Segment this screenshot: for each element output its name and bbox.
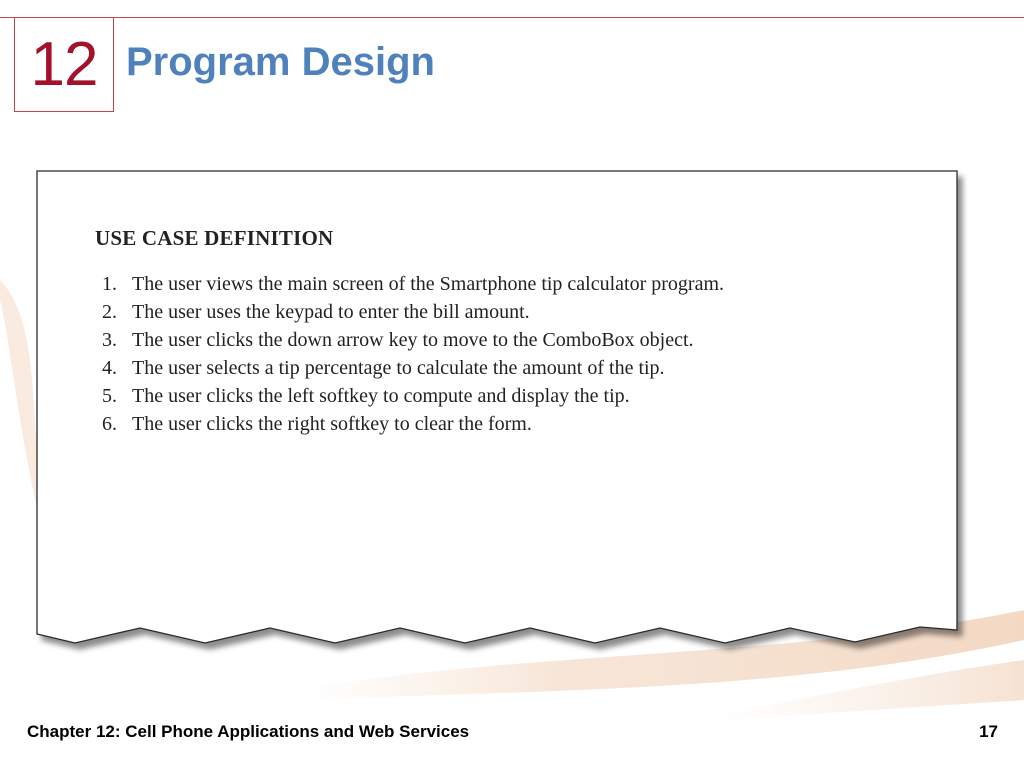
chapter-number: 12 xyxy=(30,29,98,99)
step-number: 1. xyxy=(102,273,117,295)
step-number: 2. xyxy=(102,301,117,323)
list-item xyxy=(95,298,935,326)
slide-title: Program Design xyxy=(126,40,435,84)
list-item xyxy=(95,326,935,354)
step-number: 6. xyxy=(102,413,117,435)
use-case-heading: USE CASE DEFINITION xyxy=(95,226,334,250)
step-text: The user clicks the right softkey to clear the form. xyxy=(132,413,532,435)
step-text: The user selects a tip percentage to calculate the amount of the tip. xyxy=(132,357,665,379)
list-item xyxy=(95,410,935,438)
use-case-figure xyxy=(95,226,935,438)
list-item xyxy=(95,382,935,410)
step-text: The user views the main screen of the Smartphone tip calculator program. xyxy=(132,273,725,295)
footer-chapter-label: Chapter 12: Cell Phone Applications and Web Services xyxy=(27,722,470,741)
step-text: The user uses the keypad to enter the bill amount. xyxy=(132,301,530,323)
step-text: The user clicks the down arrow key to move to the ComboBox object. xyxy=(132,329,694,351)
step-number: 4. xyxy=(102,357,117,379)
step-number: 5. xyxy=(102,385,117,407)
step-number: 3. xyxy=(102,329,117,351)
step-text: The user clicks the left softkey to compute and display the tip. xyxy=(132,385,630,407)
list-item xyxy=(95,270,935,298)
list-item xyxy=(95,354,935,382)
use-case-steps xyxy=(95,270,935,438)
page-number: 17 xyxy=(979,722,998,741)
